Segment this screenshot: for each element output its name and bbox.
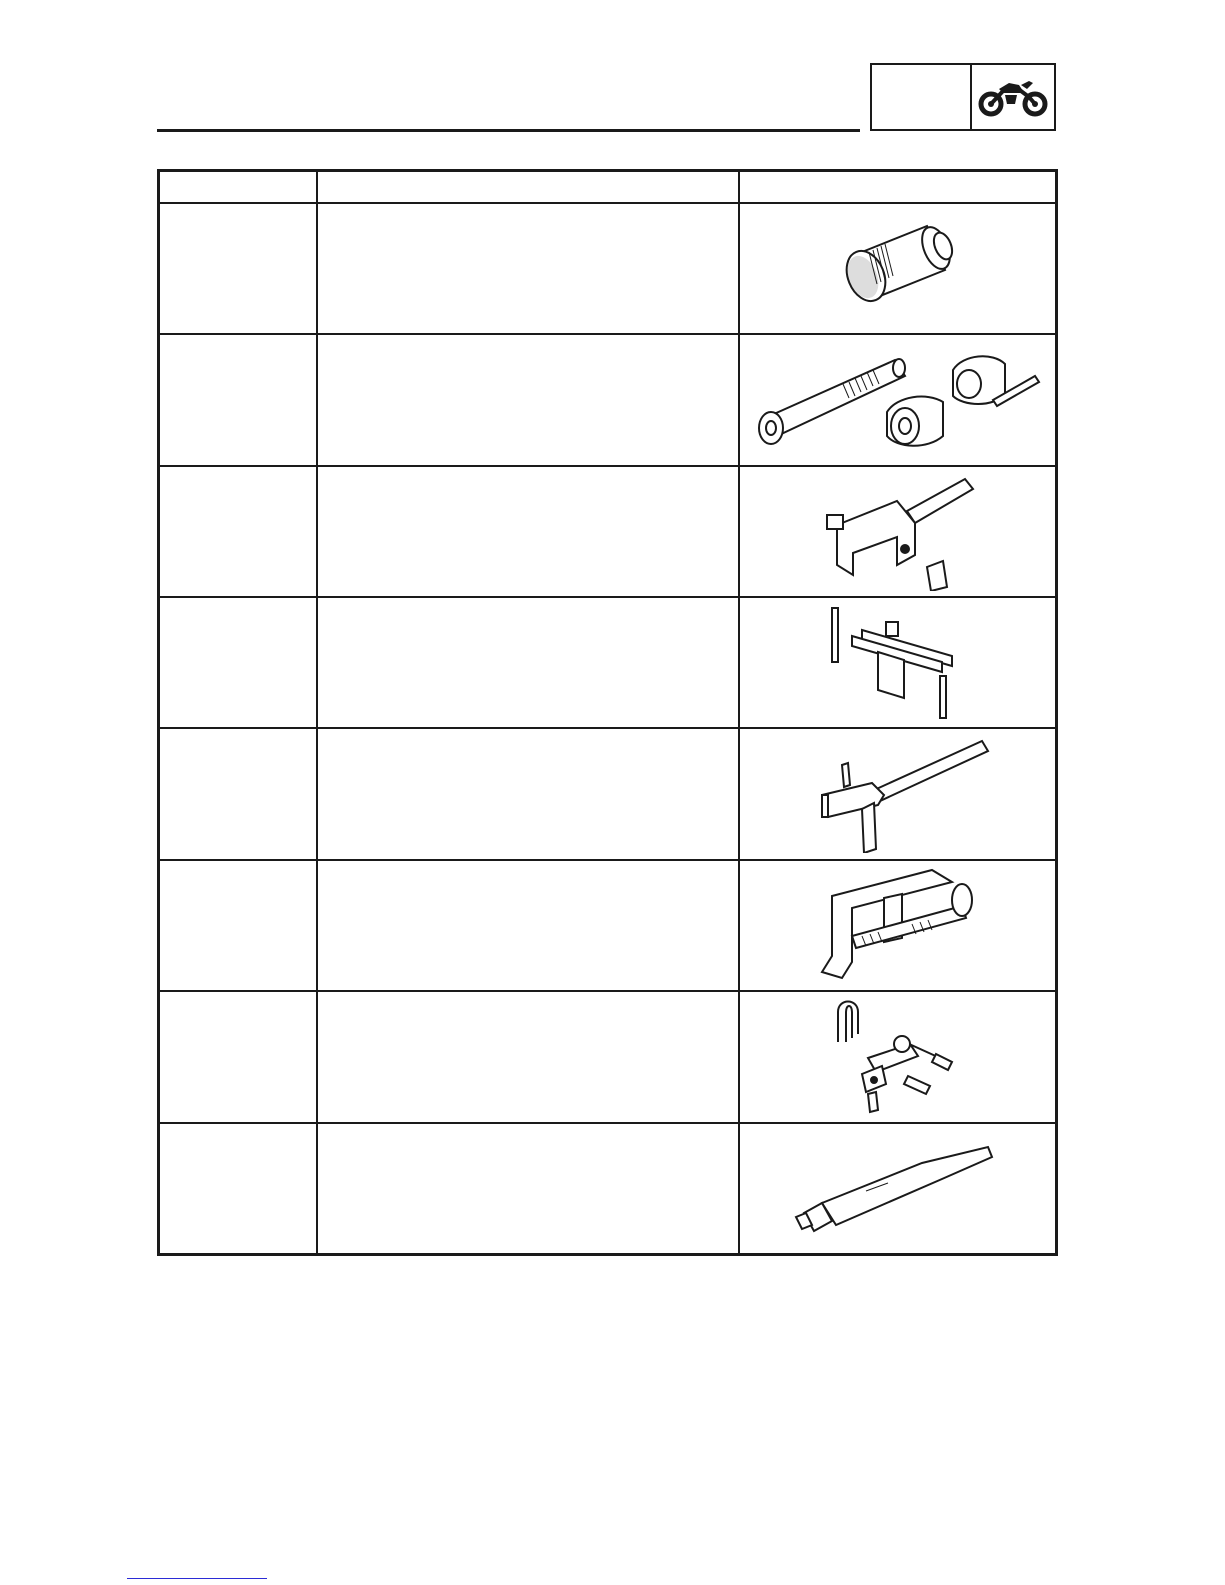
- driver-set-illustration: [747, 340, 1047, 460]
- table-row: [159, 597, 1057, 728]
- header-rule: [157, 129, 860, 132]
- part-number-cell: [159, 466, 317, 597]
- table-row: [159, 203, 1057, 334]
- part-number-cell: [159, 991, 317, 1122]
- tool-name-cell: [317, 597, 739, 728]
- motorcycle-icon: [972, 65, 1054, 129]
- pressure-gauge-adapter-illustration: [822, 998, 972, 1116]
- part-number-cell: [159, 203, 317, 334]
- part-number-cell: [159, 597, 317, 728]
- column-header-tool-name: [317, 171, 739, 204]
- table-row: [159, 466, 1057, 597]
- clamp-yoke-illustration: [797, 471, 997, 591]
- tool-name-cell: [317, 991, 739, 1122]
- section-indicator: [870, 63, 1056, 131]
- footer-link-underline[interactable]: [127, 1578, 267, 1579]
- part-number-cell: [159, 334, 317, 465]
- cylindrical-driver-illustration: [817, 214, 977, 324]
- section-label: [872, 65, 972, 129]
- holder-wrench-illustration: [802, 735, 992, 853]
- part-number-cell: [159, 860, 317, 991]
- table-header-row: [159, 171, 1057, 204]
- tool-name-cell: [317, 860, 739, 991]
- c-clamp-compressor-illustration: [812, 866, 982, 984]
- tool-illustration-cell: [739, 466, 1057, 597]
- tool-illustration-cell: [739, 203, 1057, 334]
- table-row: [159, 334, 1057, 465]
- tool-name-cell: [317, 203, 739, 334]
- table-row: [159, 1123, 1057, 1255]
- part-number-cell: [159, 1123, 317, 1255]
- table-row: [159, 728, 1057, 859]
- tool-illustration-cell: [739, 728, 1057, 859]
- tool-illustration-cell: [739, 334, 1057, 465]
- tool-name-cell: [317, 466, 739, 597]
- tool-name-cell: [317, 728, 739, 859]
- tool-illustration-cell: [739, 860, 1057, 991]
- puller-illustration: [812, 604, 982, 722]
- part-number-cell: [159, 728, 317, 859]
- tool-illustration-cell: [739, 1123, 1057, 1255]
- table-row: [159, 991, 1057, 1122]
- column-header-illustration: [739, 171, 1057, 204]
- column-header-part-number: [159, 171, 317, 204]
- sealant-tube-illustration: [792, 1143, 1002, 1233]
- special-tools-table: [157, 169, 1058, 1256]
- tool-name-cell: [317, 334, 739, 465]
- tool-illustration-cell: [739, 597, 1057, 728]
- tool-name-cell: [317, 1123, 739, 1255]
- tool-illustration-cell: [739, 991, 1057, 1122]
- table-row: [159, 860, 1057, 991]
